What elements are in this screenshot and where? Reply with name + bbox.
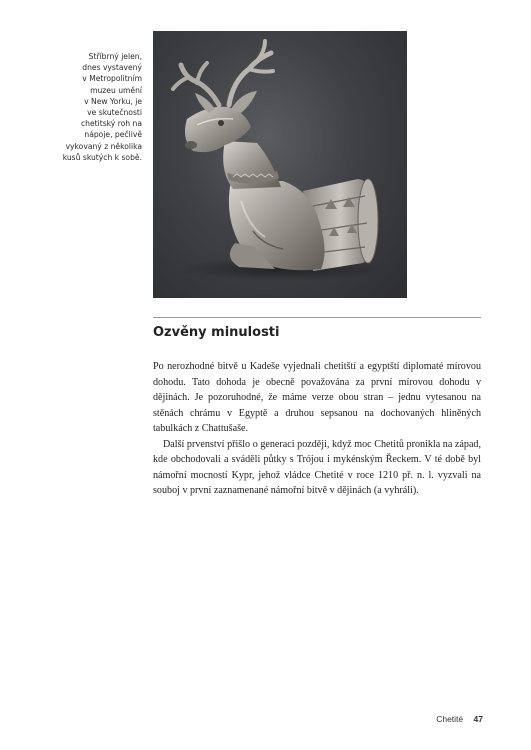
page-number: 47 [473, 714, 483, 724]
section-divider [153, 317, 481, 318]
running-title: Chetité [436, 714, 464, 724]
section-heading: Ozvěny minulosti [153, 325, 280, 340]
silver-stag-photo [153, 31, 407, 298]
paragraph: Po nerozhodné bitvě u Kadeše vyjednali chetitští a egyptští diplomaté mírovou dohodu. Tato dohoda je obecně považována za první mírovou dohodu v dějinách. Je pozoruhodné, že máme verze obou stran – jednu vytesanou na stěnách chrámu v Egyptě a druhou sepsanou na dochovaných hliněných tabulkách z Chattušaše. [153, 361, 481, 434]
silver-stag-illustration [153, 31, 407, 298]
page-footer [436, 714, 483, 724]
paragraph: Další prvenství přišlo o generaci později, když moc Chetitů pronikla na západ, kde obchodovali a sváděli půtky s Trójou i mykénským Řeckem. V té době byl námořní mocností Kypr, jehož vládce Chetité v roce 1210 př. n. l. vyzvali na souboj v první zaznamenané námořní bitvě v dějinách (a vyhráli). [153, 438, 481, 496]
photo-caption: Stříbrný jelen, dnes vystavený v Metropolitním muzeu umění v New Yorku, je ve skutečnosti chetitský roh na nápoje, pečlivě vykovaný z několika kusů skutých k sobě. [62, 52, 142, 162]
body-text [153, 359, 481, 499]
